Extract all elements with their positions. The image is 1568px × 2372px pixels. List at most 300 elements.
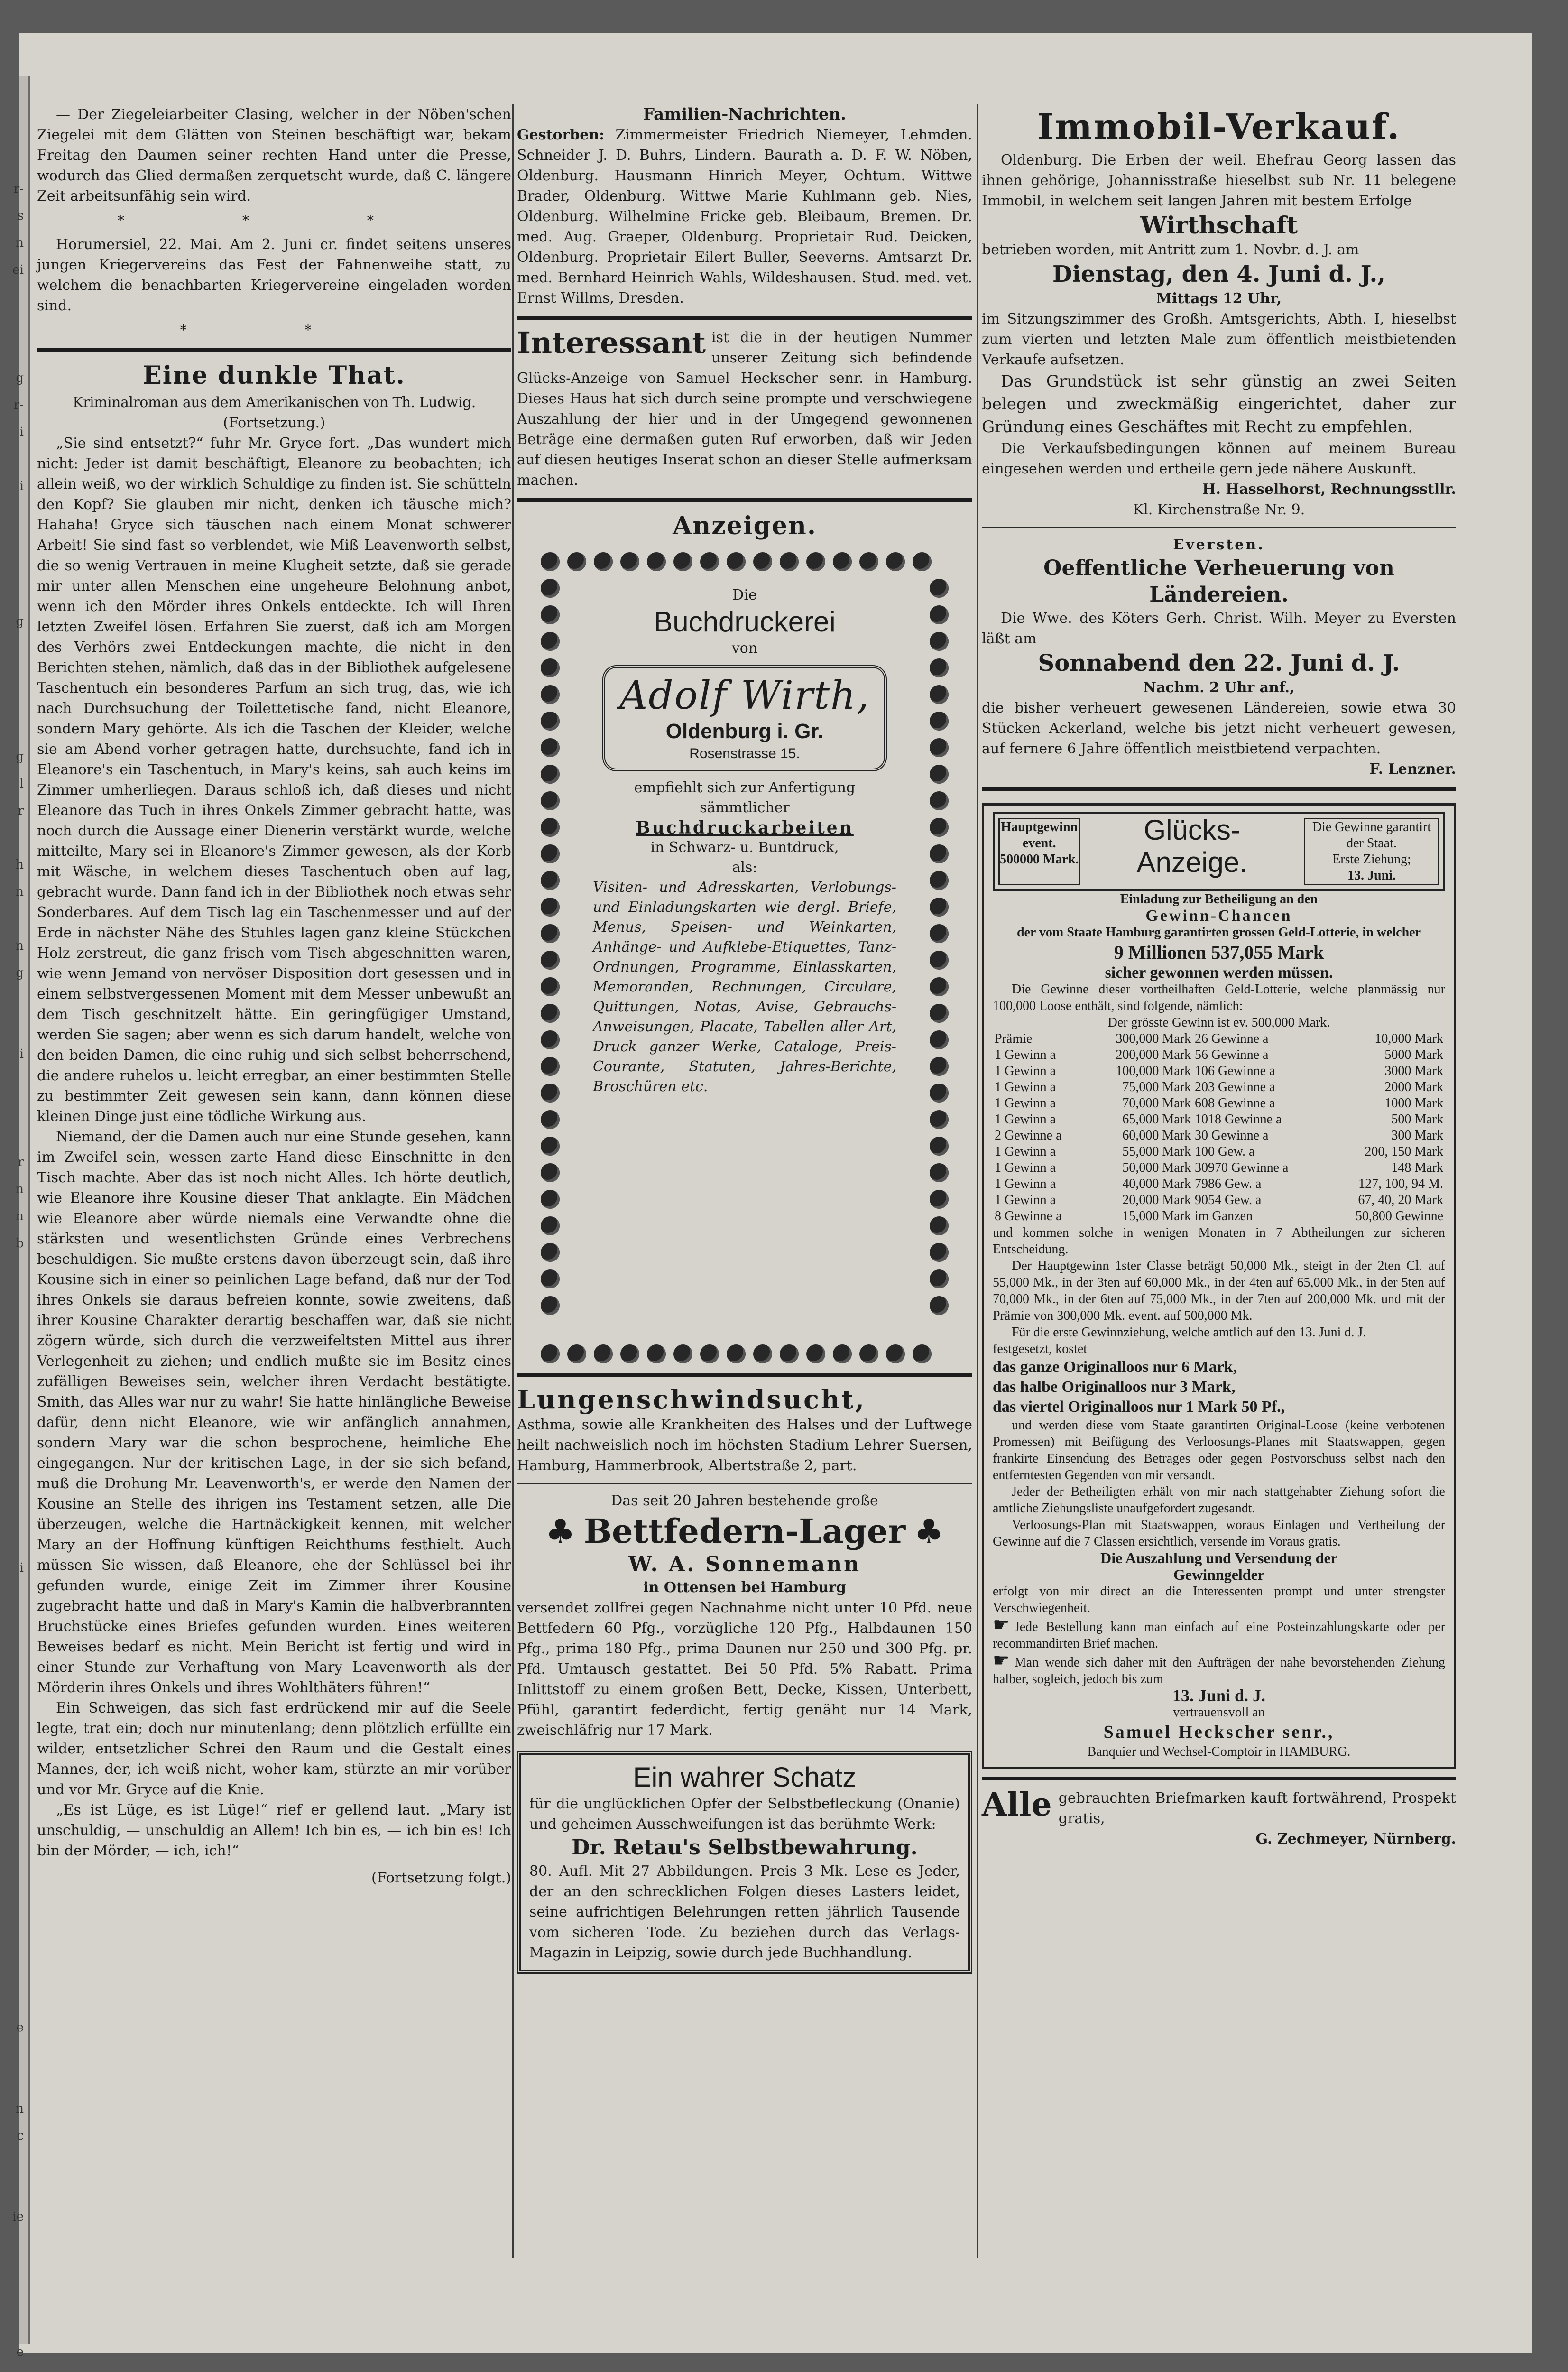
prize-cell: 3000 Mark <box>1384 1064 1443 1078</box>
newspaper-page <box>12 33 1532 2359</box>
prize-cell: 60,000 Mark <box>1122 1128 1191 1143</box>
gutter-letter <box>12 581 24 608</box>
prize-row <box>993 1128 1445 1144</box>
lottery-payout-money: Gewinngelder <box>1173 1566 1264 1583</box>
lottery-title-line: Glücks- <box>1144 814 1240 846</box>
lottery-text: festgesetzt, kostet <box>993 1342 1088 1356</box>
prize-cell: 15,000 Mark <box>1122 1209 1191 1223</box>
border-dot <box>886 1344 905 1363</box>
gutter-letter <box>12 1744 24 1771</box>
gutter-letter: n <box>16 885 24 899</box>
border-dot <box>930 1216 949 1235</box>
gutter-letter <box>12 1095 24 1122</box>
prize-cell: 1 Gewinn a <box>995 1193 1056 1207</box>
lease-signature: F. Lenzner. <box>1369 761 1456 778</box>
prize-cell: 106 Gewinne a <box>1194 1064 1275 1078</box>
border-dot <box>594 1344 613 1363</box>
border-dot <box>541 712 560 731</box>
border-dot <box>541 818 560 837</box>
gutter-letter: g <box>16 750 24 764</box>
lottery-ad <box>982 803 1456 1769</box>
border-dot <box>833 1344 852 1363</box>
gutter-letter: e <box>16 2020 24 2035</box>
lottery-payout: Die Auszahlung und Versendung der <box>1100 1549 1337 1566</box>
gutter-letter <box>12 1987 24 2014</box>
lottery-text: Jede Bestellung kann man einfach auf eine Posteinzahlungskarte oder per recommandirten Brief machen. <box>993 1620 1445 1651</box>
stamps-ad-heading: Alle <box>982 1786 1052 1824</box>
lottery-intro: Die Gewinne dieser vortheilhaften Geld-Lotterie, welche planmässig nur 100,000 Loose enthält, sind folgende, nämlich: <box>993 982 1445 1013</box>
lottery-main-prize <box>998 818 1080 885</box>
gutter-letter <box>12 1609 24 1636</box>
gutter-letter <box>12 1636 24 1663</box>
gutter-letter <box>12 1690 24 1717</box>
gutter-letter: h <box>16 858 24 872</box>
border-dot <box>930 1084 949 1103</box>
lottery-chances: Gewinn-Chancen <box>1145 907 1292 925</box>
border-dot <box>541 1110 560 1129</box>
border-dot <box>930 632 949 651</box>
lottery-title-line: Anzeige. <box>1136 846 1247 878</box>
border-dot <box>859 552 878 571</box>
divider <box>517 1373 972 1377</box>
prize-cell: 67, 40, 20 Mark <box>1358 1193 1443 1207</box>
gutter-letter <box>12 2150 24 2177</box>
lottery-text: Man wende sich daher mit den Aufträgen der nahe bevorstehenden Ziehung halber, sogleich, jedoch bis zum <box>993 1655 1445 1686</box>
border-dot <box>541 1296 560 1315</box>
prize-cell: 100 Gew. a <box>1194 1144 1255 1159</box>
lottery-main-prize-line: event. <box>1022 836 1056 851</box>
border-dot <box>541 738 560 757</box>
prize-cell: 8 Gewinne a <box>995 1209 1062 1223</box>
lottery-title <box>1084 814 1300 889</box>
border-dot <box>700 552 719 571</box>
prize-cell: 30970 Gewinne a <box>1194 1160 1289 1175</box>
border-dot <box>930 1057 949 1076</box>
gutter-letter <box>12 1068 24 1095</box>
border-dot <box>541 1243 560 1262</box>
prize-cell: 1018 Gewinne a <box>1194 1112 1282 1127</box>
lottery-text: und werden diese vom Staate garantirten Original-Loose (keine verbotenen Promessen) mit Beifügung des Verloosungs-Planes mit Staatswappen, gegen frankirte Einsendung des Betrages oder gegen Postvorschuss selbst nach den entferntesten Gegenden von mir versandt. <box>993 1418 1445 1482</box>
gutter-letter <box>12 689 24 716</box>
gutter-letter <box>12 311 24 338</box>
gutter-letter <box>12 1663 24 1690</box>
lottery-banker: Samuel Heckscher senr., <box>1103 1722 1335 1742</box>
prize-cell: 1 Gewinn a <box>995 1144 1056 1159</box>
column-middle <box>517 104 972 1974</box>
border-dot <box>541 844 560 863</box>
border-dot <box>930 1030 949 1049</box>
lottery-text: Verloosungs-Plan mit Staatswappen, woraus Einlagen und Vertheilung der Gewinne auf die 7 Classen ersichtlich, versende im Voraus gratis. <box>993 1518 1445 1549</box>
lottery-guarantee-line: Erste Ziehung; <box>1332 852 1411 867</box>
news-item-horumersiel: Horumersiel, 22. Mai. Am 2. Juni cr. findet seitens unseres jungen Kriegervereins das Fest der Fahnenweihe statt, zu welchem die benachbarten Kriegervereine eingeladen worden sind. <box>37 236 511 314</box>
lottery-main-prize-line: Hauptgewinn <box>1001 820 1078 834</box>
print-shop-street: Rosenstrasse 15. <box>689 746 800 761</box>
border-dot <box>930 658 949 677</box>
border-dot <box>930 951 949 970</box>
border-dot <box>541 791 560 810</box>
border-dot <box>647 1344 666 1363</box>
gutter-letter <box>12 2041 24 2068</box>
prize-row <box>993 1031 1445 1047</box>
print-shop-die: Die <box>732 587 757 603</box>
border-dot <box>541 1216 560 1235</box>
print-shop-ad <box>541 552 949 1363</box>
treasure-ad-box <box>517 1751 972 1974</box>
print-shop-ad-content <box>593 585 896 1097</box>
border-dot <box>930 977 949 996</box>
border-dot <box>594 552 613 571</box>
border-dot <box>541 1030 560 1049</box>
gutter-letter <box>12 1311 24 1338</box>
border-dot <box>930 1190 949 1209</box>
gutter-letter: i <box>19 1047 24 1061</box>
divider <box>982 1777 1456 1780</box>
treasure-ad-text2: 80. Aufl. Mit 27 Abbildungen. Preis 3 Mk. Lese es Jeder, der an den schrecklichen Folgen dieses Lasters leidet, seine aufrichtigen Belehrungen retten jährlich Tausende vom sicheren Tode. Zu beziehen durch das Verlags-Magazin in Leipzig, sowie durch jede Buchhandlung. <box>529 1863 960 1961</box>
novel-subtitle: Kriminalroman aus dem Amerikanischen von Th. Ludwig. <box>73 394 476 411</box>
gutter-letters <box>12 176 24 2372</box>
border-dot <box>930 1163 949 1182</box>
print-shop-von: von <box>731 640 758 657</box>
gutter-letter <box>12 1933 24 1960</box>
border-dot <box>541 1163 560 1182</box>
border-dot <box>930 871 949 890</box>
family-news-heading: Familien-Nachrichten. <box>643 105 847 124</box>
bedding-ad-firm: W. A. Sonnemann <box>628 1552 861 1576</box>
gutter-letter <box>12 2231 24 2258</box>
property-sale-text: Oldenburg. Die Erben der weil. Ehefrau Georg lassen das ihnen gehörige, Johannisstraße hieselbst sub Nr. 11 belegene Immobil, in welchem seit langen Jahren mit bestem Erfolge <box>982 152 1456 209</box>
prize-row <box>993 1208 1445 1224</box>
lease-text: Die Wwe. des Köters Gerh. Christ. Wilh. Meyer zu Eversten läßt am <box>982 610 1456 647</box>
prize-cell: 1 Gewinn a <box>995 1047 1056 1062</box>
gutter-letter: l <box>19 777 24 791</box>
ads-heading: Anzeigen. <box>673 511 817 540</box>
border-dot <box>930 1110 949 1129</box>
gutter-letter <box>12 1852 24 1879</box>
border-dot <box>541 579 560 598</box>
lottery-state: der vom Staate Hamburg garantirten grossen Geld-Lotterie, in welcher <box>1016 925 1421 940</box>
property-sale-date: Dienstag, den 4. Juni d. J., <box>1052 261 1385 287</box>
gutter-letter <box>12 527 24 554</box>
gutter-letter <box>12 554 24 581</box>
gutter-letter <box>12 716 24 743</box>
prize-cell: 65,000 Mark <box>1122 1112 1191 1127</box>
border-dot <box>930 765 949 784</box>
lease-place: Eversten. <box>1173 537 1265 553</box>
prize-cell: 20,000 Mark <box>1122 1193 1191 1207</box>
lottery-ad-header <box>993 812 1445 891</box>
gutter-letter <box>12 2258 24 2285</box>
prize-cell: 200,000 Mark <box>1116 1047 1191 1062</box>
novel-paragraph: Niemand, der die Damen auch nur eine Stunde gesehen, kann im Zweifel sein, wessen zarte Hand diese Einschnitte in den Tisch machte. Aber das ist noch nicht Alles. Ich hörte deutlich, wie Eleanore ihre Kousine dieser That anklagte. Ein Mädchen wie Eleanore aber würde niemals eine Verwandte ohne die stärksten und wesentlichsten Gründe eines Verbrechens beschuldigen. Sie mußte erstens davon überzeugt sein, daß ihre Kousine sich in einer so peinlichen Lage befand, daß nur der Tod ihres Onkels sie daraus befreien konnte, sowie zweitens, daß ihrer Kousine Charakter derartig beschaffen war, daß sie nicht zögern würde, sich durch die verzweifeltsten Mittel aus ihrer Verlegenheit zu ziehen; und endlich mußte sie im Besitz eines zufälligen Beweises sein, welcher ihren Verdacht bestätigte. Smith, das Alles war nur zu wahr! Sie hatte hinlängliche Beweise dafür, denn nicht Eleanore, wie wir anfänglich annahmen, sondern Mary war die schon besprochene, heimliche Ehe eingegangen. Nur der kritischen Lage, in der sie sich befand, muß die Drohung Mr. Leavenworth's, er werde den Namen der Kousine an Stelle des ihrigen ins Testament setzen, alle Die überzeugen, welche die Hartnäckigkeit kennen, mit welcher Mary an der Hoffnung künftigen Reichthums festhielt. Auch müssen Sie wissen, daß Eleanore, ehe der Schlüssel bei ihr gefunden wurde, einige Zeit im Zimmer ihrer Kousine zugebracht hatte und daß in Mary's Kamin die halbverbrannten Bruchstücke eines Briefes gefunden wurden. Eines weiteren Beweises bedarf es nicht. Mein Bericht ist fertig und wird in einer Stunde zur Verhaftung von Mary Leavenworth als der Mörderin ihres Onkels und ihres Wohlthäters führen!“ <box>37 1129 511 1696</box>
print-shop-owner: Adolf Wirth, <box>619 673 870 718</box>
property-sale-text5: Die Verkaufsbedingungen können auf meinem Bureau eingesehen werden und ertheile gern jede nähere Auskunft. <box>982 440 1456 477</box>
border-dot <box>541 552 560 571</box>
border-dot <box>541 977 560 996</box>
border-dot <box>930 791 949 810</box>
property-sale-text4: Das Grundstück ist sehr günstig an zwei Seiten belegen und zweckmäßig eingerichtet, daher zur Gründung eines Geschäftes mit Recht zu empfehlen. <box>982 372 1456 436</box>
gutter-letter <box>12 906 24 933</box>
gutter-letter <box>12 1906 24 1933</box>
lottery-text: und kommen solche in wenigen Monaten in 7 Abtheilungen zur sicheren Entscheidung. <box>993 1225 1445 1257</box>
print-shop-city: Oldenburg i. Gr. <box>665 720 824 743</box>
gutter-letter <box>12 1284 24 1311</box>
gutter-letter <box>12 1528 24 1555</box>
border-dot <box>541 1190 560 1209</box>
gutter-letter <box>12 284 24 311</box>
lease-heading: Oeffentliche Verheuerung von Ländereien. <box>1043 556 1394 607</box>
lottery-price-whole: das ganze Originalloos nur 6 Mark, <box>993 1358 1237 1376</box>
novel-paragraph: „Sie sind entsetzt?“ fuhr Mr. Gryce fort. „Das wundert mich nicht: Jeder ist damit beschäftigt, Eleanore zu beobachten; ich allein weiß, wo der wirklich Schuldige zu finden ist. Sie schütteln den Kopf? Sie glauben mir nicht, denken ich täusche mich? Hahaha! Gryce sich täuschen nach einem Monat schwerer Arbeit! Sie sind fast so verblendet, wie Miß Leavenworth selbst, die so wenig Vertrauen in meine Klugheit setzte, daß sie gerade mir unter allen Menschen eine ungeheure Belohnung anbot, wenn ich den Mörder ihres Onkels entdeckte. Ich will Ihren letzten Zweifel lösen. Erfahren Sie zuerst, daß ich am Morgen des Verhörs zwei Entdeckungen machte, die nicht in den Berichten stehen, nämlich, daß das in der Bibliothek aufgelesene Taschentuch ein besonderes Parfum an sich trug, das, wie ich nach Durchsuchung der Toilettetische fand, nicht Eleanore, sondern Mary gehörte. Als ich die Taschen der Kleider, welche sie am Abend vorher getragen hatte, durchsuchte, fand ich in Eleanore's ein Taschentuch, in Mary's keins, sah auch keins im Zimmer umherliegen. Daraus schloß ich, daß dieses und nicht Eleanore das Tuch in ihres Onkels Zimmer gebracht hatte, was noch durch die Aussage einer Dienerin verstärkt wurde, welche mitteilte, Mary sei in Eleanore's Zimmer gewesen, als der Korb mit Wäsche, in welchem dieses Taschentuch oben auf lag, gebracht wurde. Dann fand ich in der Bibliothek noch etwas sehr Sonderbares. Auf dem Tisch lag ein Taschenmesser und auf der Erde in nächster Nähe des Stuhles lagen ganz kleine Stückchen Holz zerstreut, die ganz frisch vom Tisch abgeschnitten waren, wie wenn Jemand von nervöser Disposition dort gesessen und in einem selbstvergessenen Moment mit dem Messer unbewußt an dem Tisch geschnitzelt hätte. Ein geringfügiger Umstand, werden Sie sagen; aber wenn es sich darum handelt, welche von den beiden Damen, die eine ruhig und sich selbst beherrschend, die andere ruhelos u. leicht erregbar, an einer bestimmten Stelle zu bestimmter Zeit gewesen sein kann, dann können diese kleinen Dinge just eine tödliche Wirkung aus. <box>37 435 511 1125</box>
lottery-trust: vertrauensvoll an <box>1173 1705 1265 1720</box>
border-dot <box>541 871 560 890</box>
gutter-letter: n <box>16 1209 24 1223</box>
prize-row <box>993 1079 1445 1095</box>
prize-cell: 50,800 Gewinne <box>1355 1209 1443 1223</box>
border-dot <box>780 552 799 571</box>
prize-cell: 50,000 Mark <box>1122 1160 1191 1175</box>
column-left <box>37 104 511 1888</box>
stamps-ad-text: gebrauchten Briefmarken kauft fortwährend, Prospekt gratis, <box>1058 1790 1456 1827</box>
gutter-letter <box>12 1338 24 1365</box>
lottery-text: Für die erste Gewinnziehung, welche amtlich auf den 13. Juni d. J. <box>1012 1325 1366 1340</box>
treasure-ad-title: Ein wahrer Schatz <box>633 1762 857 1793</box>
gutter-letter: n <box>16 1182 24 1196</box>
gutter-letter: b <box>16 1236 24 1251</box>
gutter-letter <box>12 1960 24 1987</box>
border-dot <box>700 1344 719 1363</box>
border-dot <box>806 552 825 571</box>
border-dot <box>930 685 949 704</box>
border-dot <box>541 898 560 917</box>
clover-ornament-icon: ♣ <box>914 1511 944 1551</box>
gutter-letter <box>12 446 24 473</box>
prize-cell: 55,000 Mark <box>1122 1144 1191 1159</box>
gutter-letter: ie <box>12 2210 24 2224</box>
gutter-letter <box>12 1501 24 1528</box>
gutter-letter <box>12 338 24 365</box>
property-sale-text2: betrieben worden, mit Antritt zum 1. Novbr. d. J. am <box>982 241 1359 258</box>
border-dot <box>930 1004 949 1023</box>
gutter-letter: n <box>16 2102 24 2116</box>
border-dot <box>806 1344 825 1363</box>
gutter-letter: g <box>16 966 24 980</box>
border-dot <box>930 738 949 757</box>
gutter-letter <box>12 1582 24 1609</box>
prize-cell: 1000 Mark <box>1384 1096 1443 1111</box>
prize-row <box>993 1112 1445 1128</box>
clover-ornament-icon: ♣ <box>545 1511 575 1551</box>
print-shop-services-list: Visiten- und Adresskarten, Verlobungs- und Einladungskarten wie dergl. Briefe, Menus, Speisen- und Weinkarten, Anhänge- und Aufklebe-Etiquettes, Tanz-Ordnungen, Programme, Einlasskarten, Memoranden, Rechnungen, Circulare, Quittungen, Notas, Avise, Gebrauchs-Anweisungen, Placate, Tabellen aller Art, Druck ganzer Werke, Cataloge, Preis-Courante, Statuten, Jahres-Berichte, Broschüren etc. <box>593 879 896 1095</box>
deaths-label: Gestorben: <box>517 127 605 143</box>
bedding-ad-city: in Ottensen bei Hamburg <box>643 1579 846 1596</box>
prize-cell: 1 Gewinn a <box>995 1080 1056 1094</box>
border-dot <box>541 685 560 704</box>
gutter-letter <box>12 1771 24 1798</box>
separator-stars: * * <box>180 322 369 338</box>
lottery-deadline: 13. Juni d. J. <box>1172 1686 1266 1705</box>
border-dot <box>930 1296 949 1315</box>
gutter-letter: n <box>16 236 24 250</box>
pointing-hand-icon: ☛ <box>993 1649 1010 1671</box>
interessant-text: ist die in der heutigen Nummer unserer Zeitung sich befindende Glücks-Anzeige von Samuel Heckscher senr. in Hamburg. Dieses Haus hat sich durch seine prompte und verschwiegene Auszahlung der hier und in der Umgegend gewonnenen Beträge eine dermaßen guten Ruf erworben, daß wir Jeden auf diesen heutiges Inserat schon an dieser Stelle aufmerksam machen. <box>517 329 972 489</box>
pointing-hand-icon: ☛ <box>993 1614 1010 1635</box>
border-dot <box>913 1344 932 1363</box>
gutter-letter <box>12 825 24 852</box>
border-dot <box>647 552 666 571</box>
border-dot <box>541 1004 560 1023</box>
left-page-gutter <box>12 76 30 2359</box>
prize-cell: 1 Gewinn a <box>995 1177 1056 1191</box>
border-dot <box>886 552 905 571</box>
border-dot <box>541 1084 560 1103</box>
divider <box>37 348 511 352</box>
prize-cell: Prämie <box>995 1031 1033 1046</box>
column-right <box>982 104 1456 1849</box>
prize-cell: 30 Gewinne a <box>1194 1128 1269 1143</box>
gutter-letter: n <box>16 939 24 953</box>
border-dot <box>930 1243 949 1262</box>
lease-text2: die bisher verheuert gewesenen Ländereien, sowie etwa 30 Stücken Ackerland, welche bis jetzt nicht verheuert gewesen, auf fernere 6 Jahre öffentlich meistbietend verpachten. <box>982 700 1456 757</box>
border-dot <box>913 552 932 571</box>
gutter-letter <box>12 1419 24 1446</box>
border-dot <box>780 1344 799 1363</box>
bedding-ad-text: versendet zollfrei gegen Nachnahme nicht unter 10 Pfd. neue Bettfedern 60 Pfg., vorzügliche 120 Pfg., Halbdaunen 150 Pfg., prima 180 Pfg., prima Daunen nur 250 und 300 Pfg. pr. Pfd. Umtausch gestattet. Bei 50 Pfd. 5% Rabatt. Prima Inlittstoff zu einem großen Bett, Decke, Kissen, Unterbett, Pfühl, garantirt federdicht, fertig genäht nur 14 Mark, zweischläfrig nur 17 Mark. <box>517 1600 972 1739</box>
prize-row <box>993 1144 1445 1160</box>
column-rule <box>977 104 978 2258</box>
gutter-letter <box>12 662 24 689</box>
gutter-letter <box>12 1798 24 1825</box>
gutter-letter: c <box>17 2129 24 2143</box>
gutter-letter: ei <box>12 263 24 277</box>
gutter-letter <box>12 1014 24 1041</box>
gutter-letter <box>12 1122 24 1149</box>
lottery-sure: sicher gewonnen werden müssen. <box>1105 964 1333 982</box>
prize-cell: im Ganzen <box>1194 1209 1253 1223</box>
property-sale-text3: im Sitzungszimmer des Großh. Amtsgerichts, Abth. I, hieselbst zum vierten und letzten Male zum öffentlich meistbietenden Verkaufe aufsetzen. <box>982 311 1456 368</box>
gutter-letter: i <box>19 479 24 493</box>
gutter-letter: s <box>17 209 24 223</box>
print-shop-offer: empfiehlt sich zur Anfertigung sämmtlicher <box>634 779 856 816</box>
gutter-letter: g <box>16 614 24 629</box>
border-dot <box>930 844 949 863</box>
prize-cell: 300 Mark <box>1391 1128 1443 1143</box>
gutter-letter: e <box>16 2345 24 2359</box>
gutter-letter: r <box>18 1155 24 1169</box>
print-shop-als: als: <box>732 859 757 876</box>
border-dot <box>541 632 560 651</box>
prize-cell: 2000 Mark <box>1384 1080 1443 1094</box>
border-dot <box>541 1137 560 1156</box>
gutter-letter <box>12 635 24 662</box>
gutter-letter <box>12 1365 24 1392</box>
divider <box>517 1482 972 1484</box>
prize-cell: 300,000 Mark <box>1116 1031 1191 1046</box>
prize-cell: 1 Gewinn a <box>995 1096 1056 1111</box>
prize-cell: 100,000 Mark <box>1116 1064 1191 1078</box>
treasure-ad-text: für die unglücklichen Opfer der Selbstbefleckung (Onanie) und geheimen Ausschweifungen ist das berühmte Werk: <box>529 1796 960 1833</box>
lung-ad-text: Asthma, sowie alle Krankheiten des Halses und der Luftwege heilt nachweislich noch im höchsten Stadium Lehrer Suersen, Hamburg, Hammerbrook, Albertstraße 2, part. <box>517 1417 972 1474</box>
lottery-millions: 9 Millionen 537,055 Mark <box>1114 942 1324 963</box>
prize-row <box>993 1160 1445 1176</box>
gutter-letter <box>12 2312 24 2339</box>
border-dot <box>541 658 560 677</box>
property-sale-heading: Immobil-Verkauf. <box>1037 107 1401 148</box>
prize-cell: 10,000 Mark <box>1374 1031 1443 1046</box>
divider <box>517 498 972 502</box>
border-dot <box>620 1344 639 1363</box>
print-shop-services-title: Buchdruckarbeiten <box>636 818 854 838</box>
gutter-letter <box>12 2068 24 2095</box>
property-sale-time: Mittags 12 Uhr, <box>1156 290 1282 307</box>
novel-continuation: (Fortsetzung.) <box>223 415 325 431</box>
lottery-guarantee-line: Die Gewinne garantirt der Staat. <box>1312 820 1431 851</box>
novel-to-be-continued: (Fortsetzung folgt.) <box>371 1870 511 1886</box>
gutter-letter <box>12 1717 24 1744</box>
property-sale-signature: H. Hasselhorst, Rechnungsstllr. <box>1202 481 1456 498</box>
border-dot <box>930 898 949 917</box>
border-dot <box>567 1344 586 1363</box>
prize-row <box>993 1192 1445 1208</box>
prize-row <box>993 1063 1445 1079</box>
gutter-letter: r- <box>13 182 24 196</box>
lung-ad-heading: Lungenschwindsucht, <box>517 1384 866 1415</box>
border-dot <box>727 1344 746 1363</box>
border-dot <box>541 951 560 970</box>
lottery-price-quarter: das viertel Originalloos nur 1 Mark 50 Pf., <box>993 1398 1285 1416</box>
lottery-text: Jeder der Betheiligten erhält von mir nach stattgehabter Ziehung sofort die amtliche Ziehungsliste unaufgefordert zugesandt. <box>993 1484 1445 1516</box>
novel-paragraph: Ein Schweigen, das sich fast erdrückend mir auf die Seele legte, trat ein; doch nur minutenlang; denn plötzlich erfüllte ein wilder, entsetzlicher Schrei den Raum und die Gestalt eines Mannes, der, ich weiß nicht, woher kam, stürzte an mir vorüber und vor Mr. Gryce auf die Knie. <box>37 1700 511 1798</box>
gutter-letter <box>12 987 24 1014</box>
gutter-letter <box>12 1257 24 1284</box>
lottery-invite: Einladung zur Betheiligung an den <box>1120 892 1318 907</box>
prize-cell: 1 Gewinn a <box>995 1160 1056 1175</box>
separator-stars: * * * <box>118 213 431 228</box>
lottery-main-prize-line: 500000 Mark. <box>1000 852 1079 867</box>
border-dot <box>930 712 949 731</box>
prize-cell: 200, 150 Mark <box>1365 1144 1443 1159</box>
border-dot <box>541 1057 560 1076</box>
prize-cell: 56 Gewinne a <box>1194 1047 1269 1062</box>
border-dot <box>673 1344 692 1363</box>
bedding-ad-title: Bettfedern-Lager <box>583 1511 906 1551</box>
gutter-letter: r- <box>13 398 24 412</box>
prize-cell: 1 Gewinn a <box>995 1064 1056 1078</box>
gutter-letter <box>12 1879 24 1906</box>
prize-cell: 9054 Gew. a <box>1194 1193 1262 1207</box>
prize-cell: 5000 Mark <box>1384 1047 1443 1062</box>
border-dot <box>541 1344 560 1363</box>
print-shop-title: Buchdruckerei <box>654 606 836 638</box>
border-dot <box>930 579 949 598</box>
border-dot <box>930 605 949 624</box>
prize-cell: 1 Gewinn a <box>995 1112 1056 1127</box>
border-dot <box>541 605 560 624</box>
stamps-ad-signature: G. Zechmeyer, Nürnberg. <box>1255 1831 1456 1847</box>
gutter-letter: r <box>18 804 24 818</box>
border-dot <box>859 1344 878 1363</box>
lottery-biggest: Der grösste Gewinn ist ev. 500,000 Mark. <box>1107 1015 1330 1030</box>
prize-row <box>993 1047 1445 1063</box>
border-dot <box>930 1137 949 1156</box>
border-dot <box>727 552 746 571</box>
divider <box>517 316 972 320</box>
lottery-bank: Banquier und Wechsel-Comptoir in HAMBURG. <box>1087 1744 1351 1759</box>
treasure-ad-book: Dr. Retau's Selbstbewahrung. <box>572 1835 918 1860</box>
prize-cell: 40,000 Mark <box>1122 1177 1191 1191</box>
gutter-letter: g <box>16 371 24 385</box>
gutter-letter: i <box>19 1561 24 1575</box>
novel-title: Eine dunkle That. <box>143 361 406 390</box>
